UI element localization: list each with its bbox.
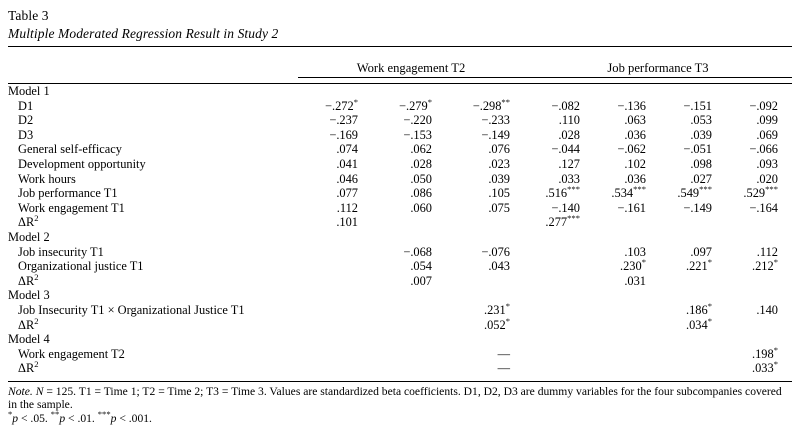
- significance-marker: ***: [633, 184, 646, 195]
- cell: −.298**: [472, 96, 510, 113]
- significance-marker: *: [641, 257, 646, 267]
- cell: [726, 230, 792, 245]
- table-caption: Multiple Moderated Regression Result in Study 2: [8, 26, 279, 41]
- row-label: Job performance T1: [18, 186, 118, 201]
- cell: [524, 332, 594, 347]
- superscript: 2: [34, 315, 39, 326]
- cell: [726, 332, 792, 347]
- row-label: [8, 361, 298, 376]
- cell: [298, 84, 372, 99]
- table-row: [8, 230, 792, 245]
- cell: [372, 288, 446, 303]
- cell: −.169: [329, 127, 358, 142]
- table-row: [8, 157, 792, 172]
- cell: [524, 361, 594, 376]
- cell: .041: [336, 156, 358, 171]
- cell: [594, 288, 660, 303]
- cell: [660, 274, 726, 289]
- cell: .028: [410, 156, 432, 171]
- cell: [446, 332, 524, 347]
- cell: [524, 318, 594, 333]
- delta-r-squared-label: ΔR: [18, 361, 35, 376]
- cell: .052*: [484, 315, 510, 332]
- cell: [726, 274, 792, 289]
- table-top-rule: [8, 47, 792, 60]
- cell: [298, 347, 372, 362]
- table-row: [8, 215, 792, 230]
- cell: .110: [558, 113, 580, 128]
- cell: [524, 288, 594, 303]
- cell: .140: [756, 302, 778, 317]
- cell: .043: [488, 259, 510, 274]
- delta-r-squared-label: ΔR: [18, 317, 35, 332]
- cell: .127: [558, 156, 580, 171]
- cell: −.164: [749, 200, 778, 215]
- cell: [594, 332, 660, 347]
- cell: [298, 245, 372, 260]
- cell: [524, 84, 594, 99]
- table-row: [8, 186, 792, 201]
- row-label: Work engagement T1: [18, 200, 125, 215]
- row-label: Job Insecurity T1 × Organizational Justice T1: [18, 302, 245, 317]
- table-number: Table 3: [8, 8, 49, 23]
- cell: .060: [410, 200, 432, 215]
- cell: .231*: [484, 300, 510, 317]
- notes-text: N = 125. T1 = Time 1; T2 = Time 2; T3 = Time 3. Values are standardized beta coefficients. D1, D2, D3 are dummy variables for the four subcompanies covered in the sample.: [8, 384, 782, 412]
- cell: [660, 332, 726, 347]
- cell: [660, 84, 726, 99]
- delta-r-squared-label: ΔR: [18, 273, 35, 288]
- cell: [446, 215, 524, 230]
- cell: −.066: [749, 142, 778, 157]
- significance-marker: *: [707, 315, 712, 326]
- cell: .086: [410, 186, 432, 201]
- cell: −.220: [403, 113, 432, 128]
- cell: .074: [336, 142, 358, 157]
- significance-marker: *: [773, 344, 778, 355]
- cell: [660, 288, 726, 303]
- cell: [594, 84, 660, 99]
- table-row: [8, 84, 792, 99]
- row-label: Organizational justice T1: [18, 259, 144, 274]
- cell: .105: [488, 186, 510, 201]
- cell: .054: [410, 259, 432, 274]
- table-row: [8, 142, 792, 157]
- cell: .046: [336, 171, 358, 186]
- significance-marker: *: [773, 359, 778, 370]
- significance-marker: **: [501, 96, 510, 107]
- cell: [594, 230, 660, 245]
- cell: [524, 245, 594, 260]
- cell: .198*: [752, 344, 778, 361]
- cell: .028: [558, 127, 580, 142]
- cell: .034*: [686, 315, 712, 332]
- cell: .075: [488, 200, 510, 215]
- cell: —: [497, 346, 510, 361]
- cell: −.092: [749, 98, 778, 113]
- cell: .097: [690, 244, 712, 259]
- cell: .039: [690, 127, 712, 142]
- cell: [594, 361, 660, 376]
- cell: .053: [690, 113, 712, 128]
- cell: [660, 230, 726, 245]
- cell: .050: [410, 171, 432, 186]
- cell: .101: [336, 215, 358, 230]
- row-label: D1: [18, 98, 34, 113]
- cell: [660, 361, 726, 376]
- cell: [298, 230, 372, 245]
- cell: [524, 303, 594, 318]
- cell: [524, 259, 594, 274]
- cell: [372, 84, 446, 99]
- cell: .020: [756, 171, 778, 186]
- cell: −.161: [617, 200, 646, 215]
- significance-marker: ***: [567, 184, 580, 195]
- cell: [660, 215, 726, 230]
- cell: [726, 84, 792, 99]
- table-row: [8, 113, 792, 128]
- cell: [594, 303, 660, 318]
- cell: [298, 332, 372, 347]
- cell: .112: [756, 244, 778, 259]
- cell: .063: [624, 113, 646, 128]
- cell: [726, 215, 792, 230]
- cell: [524, 347, 594, 362]
- cell: −.082: [551, 98, 580, 113]
- row-label: D2: [18, 113, 34, 128]
- cell: .031: [624, 273, 646, 288]
- regression-results-table: [8, 46, 792, 382]
- table-row: [8, 303, 792, 318]
- cell: .221*: [686, 257, 712, 274]
- cell: [298, 303, 372, 318]
- significance-marker: ***: [765, 184, 778, 195]
- table-row: [8, 201, 792, 216]
- significance-marker: *: [707, 257, 712, 267]
- row-label: General self-efficacy: [18, 142, 122, 157]
- cell: [524, 274, 594, 289]
- cell: [298, 361, 372, 376]
- cell: [372, 347, 446, 362]
- cell: [726, 318, 792, 333]
- table-row: [8, 288, 792, 303]
- cell: .230*: [620, 257, 646, 274]
- cell: [594, 318, 660, 333]
- cell: .099: [756, 113, 778, 128]
- significance-marker: ***: [699, 184, 712, 195]
- table-bottom-rule: [8, 376, 792, 382]
- cell: −.149: [481, 127, 510, 142]
- group-header-job-performance: Job performance T3: [524, 59, 792, 78]
- cell: .036: [624, 171, 646, 186]
- cell: .549***: [677, 184, 712, 201]
- cell: .027: [690, 171, 712, 186]
- group-header-work-engagement: Work engagement T2: [298, 59, 524, 78]
- row-label: Model 1: [8, 84, 50, 98]
- cell: .516***: [545, 184, 580, 201]
- cell: [372, 318, 446, 333]
- superscript: 2: [34, 213, 39, 224]
- row-label: [8, 315, 298, 333]
- cell: −.272*: [325, 96, 358, 113]
- superscript: 2: [34, 271, 39, 282]
- table-notes: [8, 385, 792, 412]
- group-header-row: [8, 59, 792, 78]
- cell: −.068: [403, 244, 432, 259]
- row-label: Work hours: [18, 171, 76, 186]
- cell: −.237: [329, 113, 358, 128]
- cell: −.062: [617, 142, 646, 157]
- cell: [524, 230, 594, 245]
- cell: .033: [558, 171, 580, 186]
- cell: —: [497, 361, 510, 376]
- cell: .212*: [752, 257, 778, 274]
- cell: .103: [624, 244, 646, 259]
- cell: −.136: [617, 98, 646, 113]
- cell: .039: [488, 171, 510, 186]
- cell: .102: [624, 156, 646, 171]
- cell: .076: [488, 142, 510, 157]
- cell: −.149: [683, 200, 712, 215]
- row-label: D3: [18, 127, 34, 142]
- cell: [298, 288, 372, 303]
- cell: [372, 215, 446, 230]
- cell: .062: [410, 142, 432, 157]
- cell: −.151: [683, 98, 712, 113]
- cell: [726, 288, 792, 303]
- cell: −.051: [683, 142, 712, 157]
- row-label: Model 2: [8, 229, 50, 244]
- significance-marker: *: [773, 257, 778, 267]
- cell: .093: [756, 156, 778, 171]
- cell: .277***: [545, 213, 580, 230]
- row-label: Model 4: [8, 332, 50, 347]
- cell: [594, 347, 660, 362]
- cell: [446, 274, 524, 289]
- cell: [660, 347, 726, 362]
- cell: [594, 215, 660, 230]
- cell: .098: [690, 156, 712, 171]
- cell: [372, 230, 446, 245]
- row-label: [8, 271, 298, 289]
- cell: [446, 84, 524, 99]
- row-label: Model 3: [8, 288, 50, 303]
- table-page: [0, 8, 800, 427]
- cell: [298, 274, 372, 289]
- cell: .112: [336, 200, 358, 215]
- significance-marker: *: [505, 300, 510, 311]
- cell: [446, 230, 524, 245]
- row-label: [8, 215, 298, 230]
- cell: [298, 259, 372, 274]
- cell: .069: [756, 127, 778, 142]
- cell: [372, 332, 446, 347]
- cell: .033*: [752, 359, 778, 376]
- significance-marker: *: [427, 96, 432, 107]
- cell: [372, 303, 446, 318]
- superscript: 2: [34, 359, 39, 370]
- cell: .534***: [611, 184, 646, 201]
- cell: −.140: [551, 200, 580, 215]
- table-row: [8, 245, 792, 260]
- table-row: [8, 347, 792, 362]
- cell: .036: [624, 127, 646, 142]
- cell: −.044: [551, 142, 580, 157]
- cell: .529***: [743, 184, 778, 201]
- cell: .007: [410, 273, 432, 288]
- cell: [372, 361, 446, 376]
- cell: .077: [336, 186, 358, 201]
- table-row: [8, 128, 792, 143]
- table-row: [8, 274, 792, 289]
- cell: [446, 288, 524, 303]
- significance-marker: *: [353, 96, 358, 107]
- significance-marker: ***: [567, 213, 580, 224]
- table-row: [8, 318, 792, 333]
- table-row: [8, 259, 792, 274]
- table-significance-notes: *p < .05. **p < .01. ***p < .001.: [8, 409, 152, 426]
- cell: .023: [488, 156, 510, 171]
- cell: .186*: [686, 300, 712, 317]
- cell: −.076: [481, 244, 510, 259]
- delta-r-squared-label: ΔR: [18, 215, 35, 230]
- row-label: Development opportunity: [18, 156, 146, 171]
- table-row: [8, 332, 792, 347]
- table-row: [8, 99, 792, 114]
- cell: −.153: [403, 127, 432, 142]
- cell: −.279*: [399, 96, 432, 113]
- cell: [298, 318, 372, 333]
- cell: −.233: [481, 113, 510, 128]
- table-row: [8, 361, 792, 376]
- table-row: [8, 172, 792, 187]
- row-label: Work engagement T2: [18, 346, 125, 361]
- significance-marker: *: [505, 315, 510, 326]
- significance-marker: *: [707, 300, 712, 311]
- notes-label: Note.: [8, 384, 33, 398]
- row-label: Job insecurity T1: [18, 244, 104, 259]
